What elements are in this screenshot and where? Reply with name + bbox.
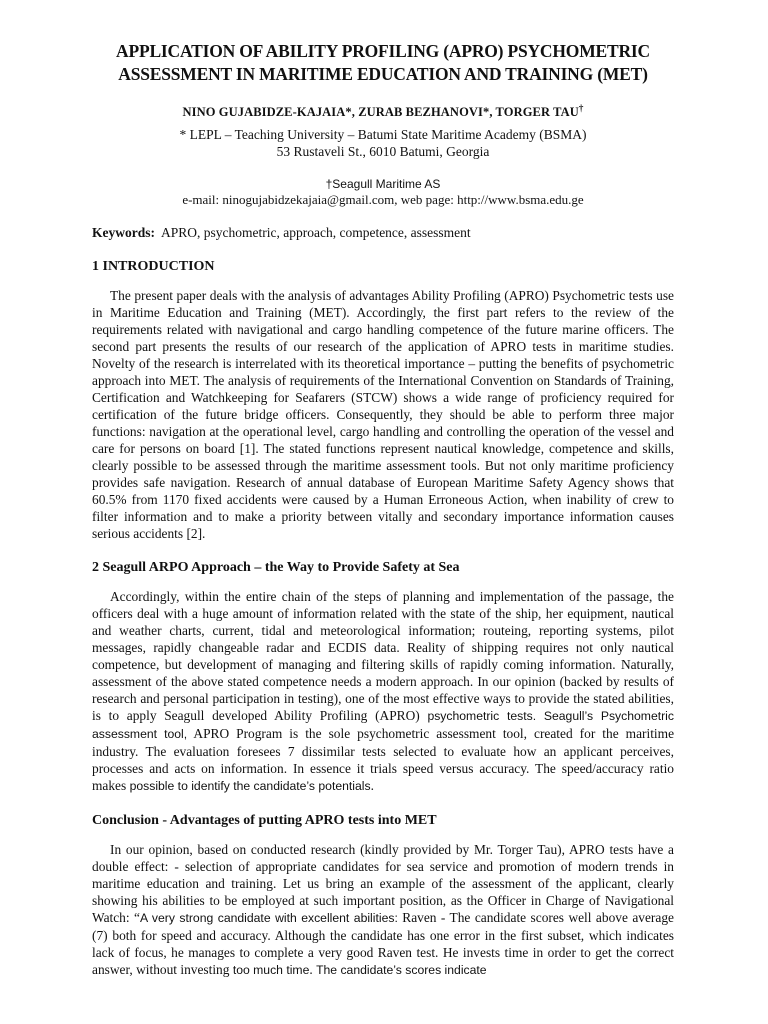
author-names: NINO GUJABIDZE-KAJAIA*, ZURAB BEZHANOVI*, TORGER TAU (182, 105, 579, 120)
section-2-text-e: . (370, 778, 374, 794)
keywords (92, 225, 674, 241)
section-3-text-f: The candidate’s scores indicate (316, 963, 487, 978)
section-3-text-c: Raven - The candidate scores well above average (7) both for speed and accuracy. Although the candidate has one error in the first subset, which indicates lack of focus, he manages to complete a very good Raven test. He invests time in order to get the correct answer, without investing (92, 910, 674, 978)
title-line-1: APPLICATION OF ABILITY PROFILING (APRO) PSYCHOMETRIC (116, 41, 650, 61)
section-1-heading: 1 INTRODUCTION (92, 259, 215, 275)
keywords-list: APRO, psychometric, approach, competence, assessment (161, 225, 471, 241)
section-3-text-b: A very strong candidate with excellent abilities: (139, 911, 398, 926)
affiliation-1 (92, 126, 674, 160)
paper-page (92, 40, 674, 979)
section-2-text-c: APRO Program is the sole psychometric assessment tool, created for the maritime industry. The evaluation foresees 7 dissimilar tests selected to evaluate how an applicant perceives, processes and acts on information. In essence it trials speed versus accuracy. The speed/accuracy ratio makes (92, 726, 675, 794)
section-2-heading: 2 Seagull ARPO Approach – the Way to Provide Safety at Sea (92, 560, 460, 576)
author-dagger-mark: † (578, 103, 584, 113)
contact-line: e-mail: ninogujabidzekajaia@gmail.com, web page: http://www.bsma.edu.ge (182, 192, 584, 208)
affiliation-2-name: †Seagull Maritime AS (325, 177, 441, 192)
section-3-heading: Conclusion - Advantages of putting APRO tests into MET (92, 813, 437, 829)
section-3-body (92, 841, 674, 979)
affiliation-2 (92, 176, 674, 192)
section-3-text-a: In our opinion, based on conducted research (kindly provided by Mr. Torger Tau), APRO tests have a double effect: - selection of appropriate candidates for sea service and promotion of modern trends in maritime education and training. Let us bring an example of the assessment of the applicant, clearly showing his abilities to be employed at such important position, as the Officer in Charge of Navigational Watch: “ (92, 842, 674, 926)
section-3-text-e: . (309, 962, 317, 978)
section-2-text-d: possible to identify the candidate’s potentials (129, 779, 371, 794)
section-1-body: The present paper deals with the analysis of advantages Ability Profiling (APRO) Psychometric tests use in Maritime Education and Training (MET). Accordingly, the first part refers to the review of the requirements related with navigational and cargo handling competence of the future marine officers. The second part presents the results of our research of the application of APRO tests in maritime studies. Novelty of the research is interrelated with its theoretical importance – putting the benefits of psychometric approach into MET. The analysis of requirements of the International Convention on Standards of Training, Certification and Watchkeeping for Seafarers (STCW) shows a wide range of proficiency required for certification of the future bridge officers. Consequently, they should be able to perform three major functions: navigation at the operational level, cargo handling and controlling the operation of the vessel and care for persons on board [1]. The stated functions represent nautical knowledge, competence and skills, clearly possible to be assessed through the maritime assessment tools. But not only maritime proficiency provides safe navigation. Research of annual database of European Maritime Safety Agency shows that 60.5% from 1170 fixed accidents were caused by a Human Erroneous Action, when inability of crew to filter information and to make a priority between vitally and secondary importance information causes serious accidents [2]. (92, 288, 674, 542)
keywords-label: Keywords: (92, 225, 155, 241)
section-2-text-b: psychometric tests. Seagull’s Psychometric assessment tool, (92, 709, 674, 742)
section-2-text-a: Accordingly, within the entire chain of the steps of planning and implementation of the passage, the officers deal with a huge amount of information related with the state of the ship, her equipment, nautical and weather charts, current, tidal and meteorological information; routeing, reporting systems, pilot messages, rapidly changeable radar and ECDIS data. Reality of shipping requires not only nautical competence, but development of managing and filtering skills of rapidly coming information. Naturally, assessment of the above stated competence needs a modern approach. In our opinion (backed by results of research and personal participation in testing), one of the most effective ways to provide the stated abilities, is to apply Seagull developed Ability Profiling (APRO) (92, 589, 674, 724)
authors (92, 103, 674, 120)
section-3-text-d: too much time (232, 963, 310, 978)
title-line-2: ASSESSMENT IN MARITIME EDUCATION AND TRAINING (MET) (118, 64, 648, 84)
paper-title (92, 40, 674, 86)
section-2-body (92, 588, 674, 795)
affiliation-1-line-1: * LEPL – Teaching University – Batumi State Maritime Academy (BSMA) (179, 127, 587, 143)
affiliation-1-line-2: 53 Rustaveli St., 6010 Batumi, Georgia (276, 144, 490, 160)
